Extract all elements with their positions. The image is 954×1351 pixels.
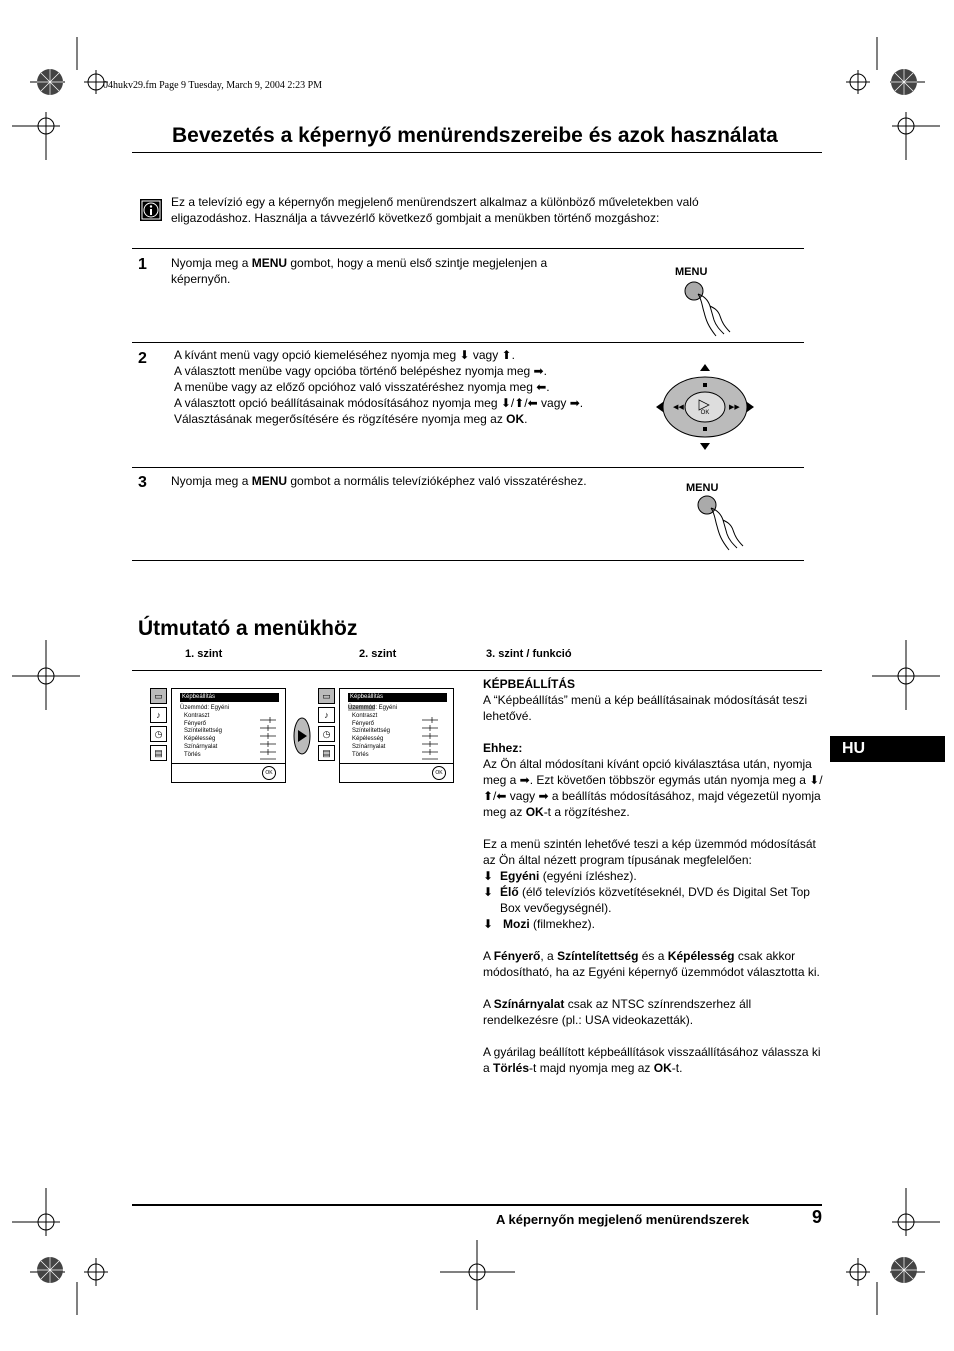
mode-name: Egyéni [500, 869, 540, 883]
menu-footer [340, 763, 453, 764]
sound-icon: ♪ [150, 707, 167, 723]
menu-item: Színárnyalat [184, 743, 218, 750]
mode-name: Élő [500, 885, 519, 899]
text: csak az NTSC színrendszerhez áll rendelkezésre (pl.: USA videokazetták). [483, 997, 752, 1027]
menu-footer [172, 763, 285, 764]
svg-text:▶▶: ▶▶ [729, 404, 740, 411]
slider-marks [420, 717, 440, 763]
paragraph [483, 1044, 823, 1076]
term: Színárnyalat [493, 997, 565, 1011]
mode-name: Mozi [503, 917, 530, 931]
ok-keyword: OK [506, 412, 525, 426]
setup-icon: ▤ [318, 745, 335, 761]
bullet-item [483, 884, 823, 916]
text: A menübe vagy az előző opcióhoz való visszatéréshez nyomja meg ⬅. [174, 380, 550, 394]
title-underline [132, 152, 822, 153]
text: A kívánt menü vagy opció kiemeléséhez nyomja meg ⬇ vagy ⬆. [174, 348, 515, 362]
setup-icon: ▤ [150, 745, 167, 761]
text: , a [540, 949, 558, 963]
text: Választásának megerősítésére és rögzítésére nyomja meg az [174, 412, 507, 426]
sound-icon: ♪ [318, 707, 335, 723]
menu-item: Üzemmód: Egyéni [180, 705, 230, 711]
menu-item: Kontraszt [352, 712, 378, 719]
down-arrow-icon: ⬇ [483, 885, 494, 899]
timer-icon: ◷ [150, 726, 167, 742]
menu-button-hand-icon [693, 494, 753, 554]
joystick-ok-label: OK [700, 410, 710, 416]
menu-item: Törlés [184, 751, 201, 758]
menu-item: Fényerő [184, 720, 207, 727]
text: gombot a normális televízióképhez való visszatéréshez. [287, 474, 587, 488]
menu-item: Képélesség [184, 736, 216, 743]
text: A választott menübe vagy opcióba történő belépéshez nyomja meg ➡. [174, 364, 547, 378]
bullet-item [483, 916, 823, 932]
menu-button-label: MENU [675, 266, 708, 278]
arrow-right-icon [292, 716, 312, 756]
term: Törlés [493, 1061, 530, 1075]
step2-text [174, 347, 644, 427]
menu-item: Kontraszt [184, 712, 210, 719]
slider-marks [258, 717, 278, 763]
text: . [524, 412, 528, 426]
menu-keyword: MENU [251, 256, 288, 270]
info-icon [140, 199, 162, 221]
text: A [483, 949, 494, 963]
step3-text [171, 473, 641, 489]
menu-item: Képélesség [352, 736, 384, 743]
section1-title: Bevezetés a képernyő menürendszereibe és azok használata [172, 124, 778, 147]
step-divider [132, 467, 804, 468]
paragraph: Ez a menü szintén lehetővé teszi a kép üzemmód módosítását az Ön által nézett program típusának megfelelően: [483, 837, 816, 867]
text: csak akkor módosítható, ha az Egyéni képernyő üzemmódot választotta ki. [483, 949, 820, 979]
menu-item: Törlés [352, 751, 369, 758]
timer-icon: ◷ [318, 726, 335, 742]
menu-button-hand-icon [680, 280, 740, 340]
picture-icon: ▭ [150, 688, 167, 704]
section2-title: Útmutató a menükhöz [138, 617, 358, 640]
intro-text [171, 194, 811, 226]
text: A gyárilag beállított képbeállítások visszaállításához válassza ki a [483, 1045, 821, 1075]
col-header-level1: 1. szint [185, 648, 223, 660]
joystick-icon [653, 362, 757, 452]
menu-button-label: MENU [686, 482, 719, 494]
svg-text:◀◀: ◀◀ [673, 404, 684, 411]
text: A választott opció beállításainak módosításához nyomja meg ⬇/⬆/⬅ vagy ➡. [174, 396, 584, 410]
text: -t. [671, 1061, 683, 1075]
menu-screen-level1 [171, 688, 286, 783]
menu-item-value: : Egyéni [375, 705, 398, 711]
section-heading: KÉPBEÁLLÍTÁS [483, 677, 576, 691]
menu-items [180, 705, 229, 760]
ok-nav-icon: OK [262, 766, 276, 780]
down-arrow-icon: ⬇ [483, 917, 494, 931]
down-arrow-icon: ⬇ [483, 869, 494, 883]
menu-item: Színtelítettség [184, 728, 223, 735]
text: -t majd nyomja meg az [529, 1061, 654, 1075]
footer-section-title: A képernyőn megjelenő menürendszerek [496, 1212, 750, 1227]
step-number: 1 [138, 256, 147, 273]
text: A [483, 997, 494, 1011]
col-header-level3: 3. szint / funkció [486, 648, 572, 660]
ehhez-heading: Ehhez: [483, 741, 523, 755]
text: Nyomja meg a [171, 256, 252, 270]
level3-description [483, 676, 823, 1092]
file-header-meta: 04hukv29.fm Page 9 Tuesday, March 9, 2004 2:23 PM [103, 80, 323, 91]
col-header-rule [132, 670, 822, 671]
bullet-item [483, 868, 823, 884]
text: -t a rögzítéshez. [543, 805, 630, 819]
menu-item-selected: Üzemmód [348, 705, 376, 711]
step-divider [132, 342, 804, 343]
step-divider [132, 248, 804, 249]
paragraph [483, 756, 823, 820]
text: gombot, hogy a menü első szintje megjelenjen a [287, 256, 548, 270]
picture-icon: ▭ [318, 688, 335, 704]
paragraph: A “Képbeállítás” menü a kép beállításainak módosítását teszi lehetővé. [483, 693, 808, 723]
text: és a [638, 949, 668, 963]
term: Fényerő [493, 949, 541, 963]
step-number: 2 [138, 350, 147, 367]
paragraph [483, 996, 823, 1028]
menu-keyword: MENU [251, 474, 288, 488]
ok-nav-icon: OK [432, 766, 446, 780]
step-divider [132, 560, 804, 561]
text: Az Ön által módosítani kívánt opció kiválasztása után, nyomja meg a ➡. Ezt követően többször egymás után nyomja meg a ⬇/⬆/⬅ vagy ➡ a beállítás módosításához, majd végezetül nyomja meg az [483, 757, 823, 819]
step-number: 3 [138, 474, 147, 491]
ok-keyword: OK [525, 805, 544, 819]
menu-title: Képbeállítás [348, 693, 447, 702]
intro-line1: Ez a televízió egy a képernyőn megjelenő menürendszert alkalmaz a különböző műveletekben való [171, 195, 699, 209]
menu-screen-level2 [339, 688, 454, 783]
language-tab: HU [830, 736, 945, 762]
bullet-list [483, 868, 823, 932]
menu-title: Képbeállítás [180, 693, 279, 702]
step1-text [171, 255, 611, 287]
text: képernyőn. [171, 272, 231, 286]
term: Színtelítettség [557, 949, 639, 963]
text: Nyomja meg a [171, 474, 252, 488]
ok-keyword: OK [653, 1061, 672, 1075]
page-number: 9 [812, 1207, 823, 1227]
menu-item: Színtelítettség [352, 728, 391, 735]
intro-line2: eligazodáshoz. Használja a távvezérlő következő gombjait a menükben történő mozgáshoz: [171, 211, 660, 225]
menu-item: Színárnyalat [352, 743, 386, 750]
menu-items [348, 705, 397, 760]
col-header-level2: 2. szint [359, 648, 397, 660]
paragraph [483, 948, 823, 980]
text: (élő televíziós közvetítéseknél, DVD és Digital Set Top Box vevőegységnél). [500, 885, 810, 915]
text: (egyéni ízléshez). [539, 869, 637, 883]
menu-item: Fényerő [352, 720, 375, 727]
text: (filmekhez). [529, 917, 596, 931]
footer-rule [132, 1204, 822, 1206]
term: Képélesség [667, 949, 735, 963]
